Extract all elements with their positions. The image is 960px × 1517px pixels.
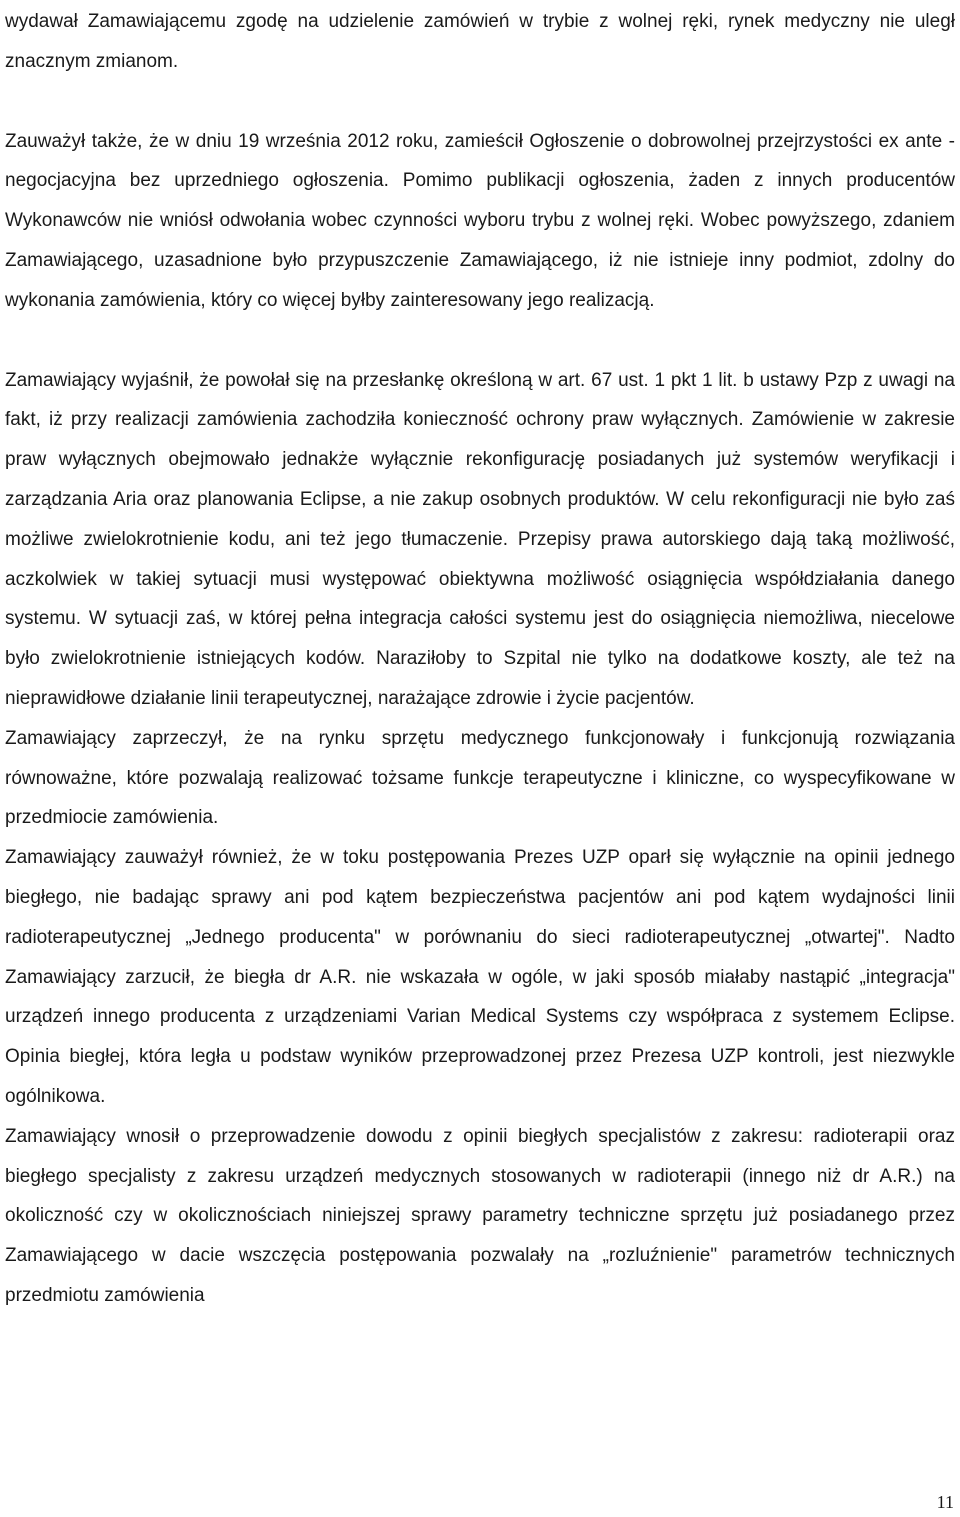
paragraph-3: Zamawiający wyjaśnił, że powołał się na przesłankę określoną w art. 67 ust. 1 pkt 1 lit. b ustawy Pzp z uwagi na fakt, iż przy realizacji zamówienia zachodziła konieczność ochrony praw wyłącznych. Zamówienie w zakresie praw wyłącznych obejmowało jednakże wyłącznie rekonfigurację posiadanych już systemów weryfikacji i zarządzania Aria oraz planowania Eclipse, a nie zakup osobnych produktów. W celu rekonfiguracji nie było zaś możliwe zwielokrotnienie kodu, ani też jego tłumaczenie. Przepisy prawa autorskiego dają taką możliwość, aczkolwiek w takiej sytuacji musi występować obiektywna możliwość osiągnięcia współdziałania danego systemu. W sytuacji zaś, w której pełna integracja całości systemu jest do osiągnięcia niemożliwa, niecelowe było zwielokrotnienie istniejących kodów. Naraziłoby to Szpital nie tylko na dodatkowe koszty, ale też na nieprawidłowe działanie linii terapeutycznej, narażające zdrowie i życie pacjentów. (5, 369, 955, 709)
paragraph-1: wydawał Zamawiającemu zgodę na udzielenie zamówień w trybie z wolnej ręki, rynek medyczny nie uległ znacznym zmianom. (5, 11, 955, 72)
paragraph-4: Zamawiający zaprzeczył, że na rynku sprzętu medycznego funkcjonowały i funkcjonują rozwiązania równoważne, które pozwalają realizować tożsame funkcje terapeutyczne i kliniczne, co wyspecyfikowane w przedmiocie zamówienia. (5, 727, 955, 829)
paragraph-6: Zamawiający wnosił o przeprowadzenie dowodu z opinii biegłych specjalistów z zakresu: radioterapii oraz biegłego specjalisty z zakresu urządzeń medycznych stosowanych w radioterapii (innego niż dr A.R.) na okoliczność czy w okolicznościach niniejszej sprawy parametry techniczne sprzętu już posiadanego przez Zamawiającego w dacie wszczęcia postępowania pozwalały na „rozluźnienie" parametrów technicznych przedmiotu zamówienia (5, 1125, 955, 1306)
paragraph-5: Zamawiający zauważył również, że w toku postępowania Prezes UZP oparł się wyłącznie na opinii jednego biegłego, nie badając sprawy ani pod kątem bezpieczeństwa pacjentów ani pod kątem wydajności linii radioterapeutycznej „Jednego producenta" w porównaniu do sieci radioterapeutycznej „otwartej". Nadto Zamawiający zarzucił, że biegła dr A.R. nie wskazała w ogóle, w jaki sposób miałaby nastąpić „integracja" urządzeń innego producenta z urządzeniami Varian Medical Systems czy współpraca z systemem Eclipse. Opinia biegłej, która legła u podstaw wyników przeprowadzonej przez Prezesa UZP kontroli, jest niezwykle ogólnikowa. (5, 847, 955, 1107)
paragraph-2: Zauważył także, że w dniu 19 września 2012 roku, zamieścił Ogłoszenie o dobrowolnej przejrzystości ex ante - negocjacyjna bez uprzedniego ogłoszenia. Pomimo publikacji ogłoszenia, żaden z innych producentów Wykonawców nie wniósł odwołania wobec czynności wyboru trybu z wolnej ręki. Wobec powyższego, zdaniem Zamawiającego, uzasadnione było przypuszczenie Zamawiającego, iż nie istnieje inny podmiot, zdolny do wykonania zamówienia, który co więcej byłby zainteresowany jego realizacją. (5, 130, 955, 311)
document-page (5, 0, 955, 1316)
page-number: 11 (936, 1492, 954, 1512)
